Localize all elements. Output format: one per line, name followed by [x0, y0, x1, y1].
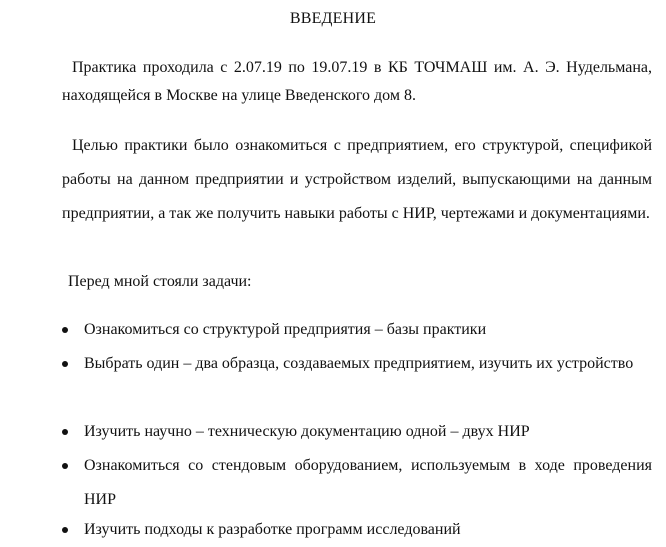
bullet-icon [62, 327, 68, 333]
bullet-icon [62, 361, 68, 367]
task-text: Изучить подходы к разработке программ исследований [84, 521, 461, 538]
task-text: Выбрать один – два образца, создаваемых предприятием, изучить их устройство [84, 355, 634, 372]
bullet-icon [62, 463, 68, 469]
bullet-icon [62, 527, 68, 533]
document-title: ВВЕДЕНИЕ [289, 10, 377, 27]
bullet-icon [62, 429, 68, 435]
paragraph-tasks-intro: Перед мной стояли задачи: [68, 273, 252, 290]
paragraph-practice-goal: Целью практики было ознакомиться с предприятием, его структурой, спецификой работы на данном предприятии и устройством изделий, выпускающими на данным предприятии, а так же получить навыки работы с НИР, чертежами и документациями. [62, 137, 652, 222]
task-text: Ознакомиться со стендовым оборудованием, используемым в ходе проведения НИР [84, 457, 652, 508]
paragraph-practice-dates: Практика проходила с 2.07.19 по 19.07.19 в КБ ТОЧМАШ им. А. Э. Нудельмана, находящейся в Москве на улице Введенского дом 8. [62, 59, 652, 104]
task-text: Изучить научно – техническую документацию одной – двух НИР [84, 423, 530, 440]
task-text: Ознакомиться со структурой предприятия – базы практики [84, 321, 487, 338]
